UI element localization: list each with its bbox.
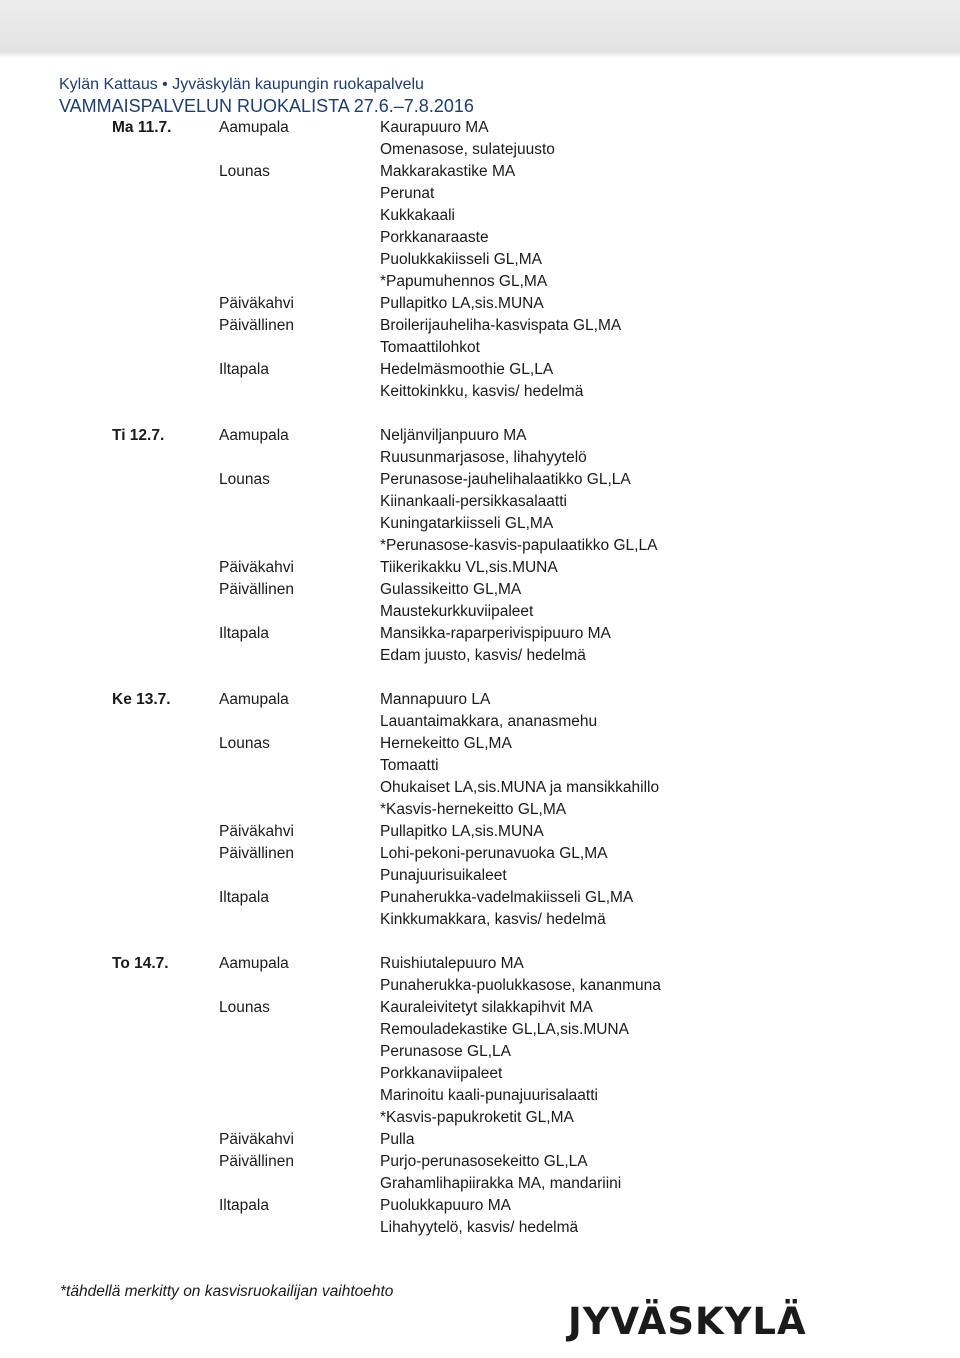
- dish-item: Grahamlihapiirakka MA, mandariini: [380, 1175, 622, 1192]
- jyvaskyla-logo: JYVÄSKYLÄ: [568, 1300, 807, 1343]
- meal-label: Iltapala: [219, 361, 269, 378]
- menu-row: [0, 821, 960, 843]
- menu-row: [0, 799, 960, 821]
- dish-item: Kuningatarkiisseli GL,MA: [380, 515, 554, 532]
- meal-label: Lounas: [219, 999, 270, 1016]
- dish-item: Remouladekastike GL,LA,sis.MUNA: [380, 1021, 629, 1038]
- menu-row: [0, 909, 960, 931]
- dish-item: Maustekurkkuviipaleet: [380, 603, 534, 620]
- menu-row: [0, 865, 960, 887]
- menu-title: VAMMAISPALVELUN RUOKALISTA 27.6.–7.8.2016: [59, 96, 474, 116]
- meal-label: Iltapala: [219, 1197, 269, 1214]
- menu-row: [0, 1085, 960, 1107]
- dish-item: Mansikka-raparperivispipuuro MA: [380, 625, 611, 642]
- menu-row: [0, 557, 960, 579]
- dish-item: Porkkanaraaste: [380, 229, 489, 246]
- meal-label: Päivällinen: [219, 845, 294, 862]
- menu-row: [0, 183, 960, 205]
- meal-label: Aamupala: [219, 427, 289, 444]
- menu-row: [0, 997, 960, 1019]
- dish-item: Neljänviljanpuuro MA: [380, 427, 527, 444]
- dish-item: Ruusunmarjasose, lihahyytelö: [380, 449, 587, 466]
- meal-label: Iltapala: [219, 889, 269, 906]
- menu-row: [0, 1063, 960, 1085]
- menu-row: [0, 755, 960, 777]
- menu-row: [0, 271, 960, 293]
- menu-row: [0, 645, 960, 667]
- dish-item: Lohi-pekoni-perunavuoka GL,MA: [380, 845, 608, 862]
- menu-row: [0, 689, 960, 711]
- meal-label: Lounas: [219, 163, 270, 180]
- dish-item: Omenasose, sulatejuusto: [380, 141, 555, 158]
- dish-item: Tomaatti: [380, 757, 439, 774]
- meal-label: Päivällinen: [219, 581, 294, 598]
- day-date: Ke 13.7.: [112, 691, 171, 708]
- day-date: Ma 11.7.: [112, 119, 172, 136]
- meal-label: Päivällinen: [219, 1153, 294, 1170]
- menu-row: [0, 1173, 960, 1195]
- dish-item: Perunat: [380, 185, 435, 202]
- dish-item: Puolukkapuuro MA: [380, 1197, 511, 1214]
- day-date: To 14.7.: [112, 955, 169, 972]
- dish-item: Tomaattilohkot: [380, 339, 480, 356]
- menu-row: [0, 1129, 960, 1151]
- menu-row: [0, 469, 960, 491]
- menu-row: [0, 733, 960, 755]
- menu-row: [0, 513, 960, 535]
- day-block: [0, 425, 960, 667]
- dish-item: Purjo-perunasosekeitto GL,LA: [380, 1153, 588, 1170]
- menu-row: [0, 1195, 960, 1217]
- dish-item: Pullapitko LA,sis.MUNA: [380, 295, 544, 312]
- day-block: [0, 689, 960, 931]
- dish-item: Perunasose GL,LA: [380, 1043, 511, 1060]
- menu-row: [0, 953, 960, 975]
- dish-item: *Kasvis-papukroketit GL,MA: [380, 1109, 574, 1126]
- menu-row: [0, 579, 960, 601]
- dish-item: Edam juusto, kasvis/ hedelmä: [380, 647, 586, 664]
- dish-item: Gulassikeitto GL,MA: [380, 581, 522, 598]
- dish-item: Lihahyytelö, kasvis/ hedelmä: [380, 1219, 579, 1236]
- dish-item: Hernekeitto GL,MA: [380, 735, 512, 752]
- footnote: *tähdellä merkitty on kasvisruokailijan vaihtoehto: [60, 1283, 394, 1300]
- dish-item: Tiikerikakku VL,sis.MUNA: [380, 559, 558, 576]
- menu-row: [0, 843, 960, 865]
- menu-row: [0, 425, 960, 447]
- menu-row: [0, 1151, 960, 1173]
- menu-row: [0, 1107, 960, 1129]
- menu-row: [0, 337, 960, 359]
- meal-label: Aamupala: [219, 691, 289, 708]
- day-block: [0, 953, 960, 1239]
- meal-label: Päiväkahvi: [219, 1131, 294, 1148]
- menu-row: [0, 139, 960, 161]
- menu-days: [0, 117, 960, 1239]
- menu-row: [0, 1217, 960, 1239]
- dish-item: *Perunasose-kasvis-papulaatikko GL,LA: [380, 537, 658, 554]
- dish-item: Lauantaimakkara, ananasmehu: [380, 713, 598, 730]
- meal-label: Lounas: [219, 471, 270, 488]
- dish-item: Kiinankaali-persikkasalaatti: [380, 493, 567, 510]
- menu-row: [0, 777, 960, 799]
- menu-row: [0, 381, 960, 403]
- menu-row: [0, 535, 960, 557]
- meal-label: Päiväkahvi: [219, 295, 294, 312]
- dish-item: Puolukkakiisseli GL,MA: [380, 251, 542, 268]
- meal-label: Lounas: [219, 735, 270, 752]
- dish-item: Kukkakaali: [380, 207, 455, 224]
- menu-row: [0, 623, 960, 645]
- menu-row: [0, 293, 960, 315]
- menu-row: [0, 1019, 960, 1041]
- menu-row: [0, 1041, 960, 1063]
- meal-label: Aamupala: [219, 119, 289, 136]
- dish-item: Ohukaiset LA,sis.MUNA ja mansikkahillo: [380, 779, 660, 796]
- dish-item: *Kasvis-hernekeitto GL,MA: [380, 801, 567, 818]
- menu-row: [0, 249, 960, 271]
- meal-label: Iltapala: [219, 625, 269, 642]
- meal-label: Päiväkahvi: [219, 559, 294, 576]
- dish-item: Mannapuuro LA: [380, 691, 491, 708]
- dish-item: *Papumuhennos GL,MA: [380, 273, 548, 290]
- menu-row: [0, 491, 960, 513]
- dish-item: Punaherukka-puolukkasose, kananmuna: [380, 977, 661, 994]
- day-block: [0, 117, 960, 403]
- dish-item: Punaherukka-vadelmakiisseli GL,MA: [380, 889, 634, 906]
- menu-row: [0, 117, 960, 139]
- menu-row: [0, 975, 960, 997]
- dish-item: Kaurapuuro MA: [380, 119, 489, 136]
- dish-item: Pulla: [380, 1131, 415, 1148]
- meal-label: Päivällinen: [219, 317, 294, 334]
- meal-label: Päiväkahvi: [219, 823, 294, 840]
- organization-line: Kylän Kattaus • Jyväskylän kaupungin ruokapalvelu: [59, 76, 424, 93]
- dish-item: Keittokinkku, kasvis/ hedelmä: [380, 383, 584, 400]
- menu-row: [0, 315, 960, 337]
- menu-row: [0, 601, 960, 623]
- dish-item: Marinoitu kaali-punajuurisalaatti: [380, 1087, 598, 1104]
- menu-row: [0, 711, 960, 733]
- dish-item: Kauraleivitetyt silakkapihvit MA: [380, 999, 593, 1016]
- menu-row: [0, 161, 960, 183]
- day-date: Ti 12.7.: [112, 427, 165, 444]
- menu-row: [0, 887, 960, 909]
- dish-item: Makkarakastike MA: [380, 163, 516, 180]
- menu-row: [0, 205, 960, 227]
- dish-item: Perunasose-jauhelihalaatikko GL,LA: [380, 471, 631, 488]
- menu-row: [0, 227, 960, 249]
- dish-item: Broilerijauheliha-kasvispata GL,MA: [380, 317, 622, 334]
- dish-item: Ruishiutalepuuro MA: [380, 955, 524, 972]
- meal-label: Aamupala: [219, 955, 289, 972]
- dish-item: Kinkkumakkara, kasvis/ hedelmä: [380, 911, 606, 928]
- top-band: [0, 0, 960, 58]
- dish-item: Hedelmäsmoothie GL,LA: [380, 361, 554, 378]
- dish-item: Punajuurisuikaleet: [380, 867, 507, 884]
- menu-row: [0, 359, 960, 381]
- menu-row: [0, 447, 960, 469]
- dish-item: Pullapitko LA,sis.MUNA: [380, 823, 544, 840]
- dish-item: Porkkanaviipaleet: [380, 1065, 503, 1082]
